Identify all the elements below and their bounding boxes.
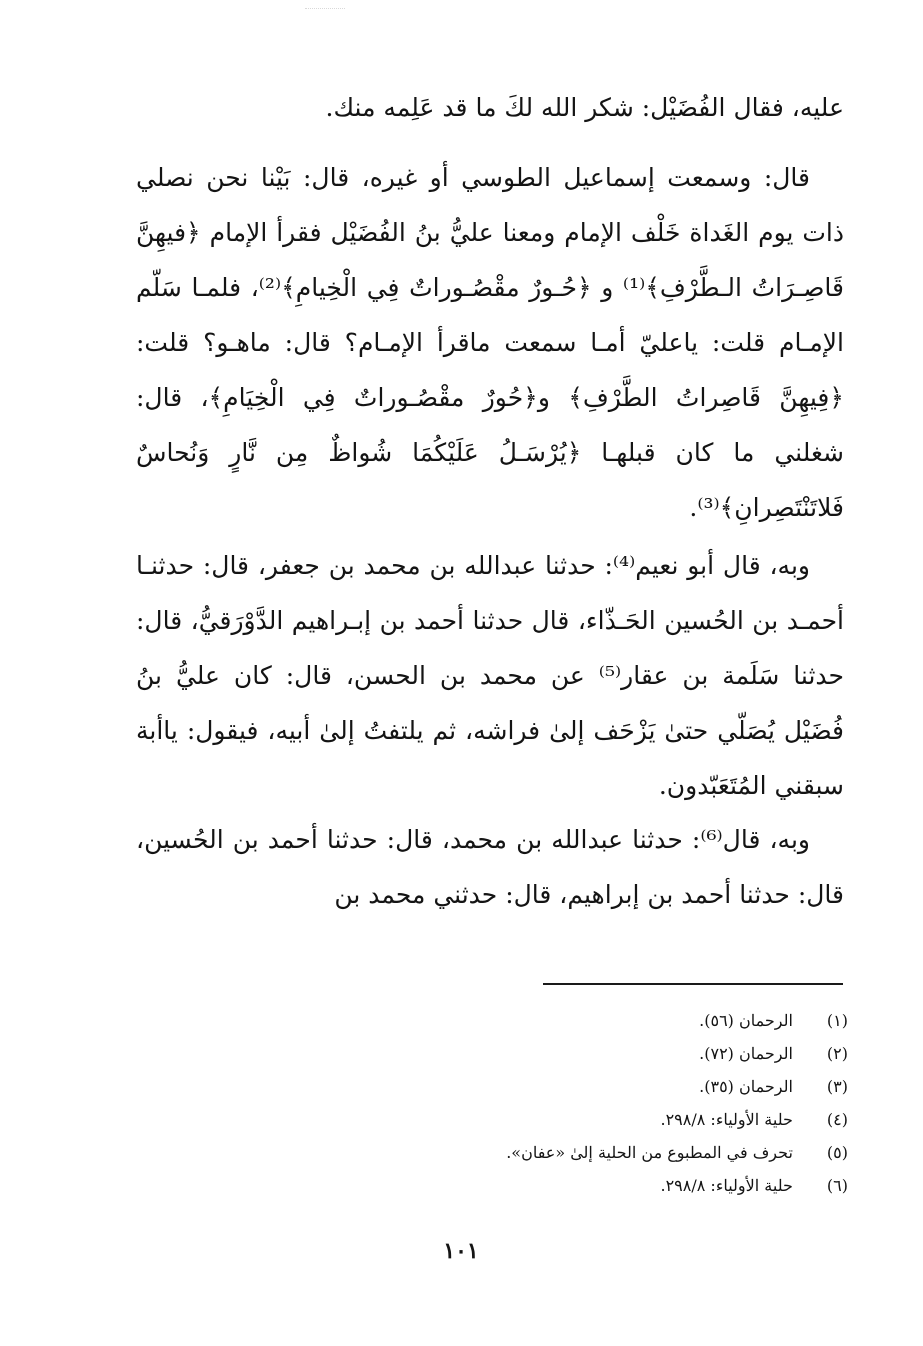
footnote-number: (٥)	[826, 1143, 848, 1162]
footnote-number: (٢)	[826, 1044, 848, 1063]
footnote-text: حلية الأولياء: ٢٩٨/٨.	[660, 1176, 793, 1195]
footnotes	[300, 1004, 848, 1202]
footnote-text: تحرف في المطبوع من الحلية إلىٰ «عفان».	[506, 1143, 793, 1162]
footnote-text: الرحمان (٣٥).	[699, 1077, 793, 1096]
footnote-item	[300, 1004, 848, 1037]
paragraph-2-text: قال: وسمعت إسماعيل الطوسي أو غيره، قال: بَيْنا نحن نصلي ذات يوم الغَداة خَلْف الإمام ومعنا عليُّ بنُ الفُضَيْل فقرأ الإمام ﴿فيهِنَّ قَاصِـرَاتُ الـطَّرْفِ﴾⁽¹⁾ و ﴿حُـورٌ مقْصُـوراتٌ فِي الْخِيامِ﴾⁽²⁾، فلمـا سَلّم الإمـام قلت: ياعليّ أمـا سمعت ماقرأ الإمـام؟ قال: ماهـو؟ قلت: ﴿فِيهِنَّ قَاصِراتُ الطَّرْفِ﴾ و﴿حُورٌ مقْصُـوراتٌ فِي الْخِيَامِ﴾، قال: شغلني ما كان قبلهـا ﴿يُرْسَـلُ عَلَيْكُمَا شُواظٌ مِن نَّارٍ وَنُحاسٌ فَلاتَنْتَصِرانِ﴾⁽³⁾.	[136, 163, 844, 522]
paragraph-3-text: وبه، قال أبو نعيم⁽⁴⁾: حدثنا عبدالله بن محمد بن جعفر، قال: حدثنـا أحمـد بن الحُسين الحَـذّاء، قال حدثنا أحمد بن إبـراهيم الدَّوْرَقيُّ، قال: حدثنا سَلَمة بن عقار⁽⁵⁾ عن محمد بن الحسن، قال: كان عليُّ بنُ فُضَيْل يُصَلّي حتىٰ يَزْحَف إلىٰ فراشه، ثم يلتفتُ إلىٰ أبيه، فيقول: ياأبة سبقني المُتَعَبّدون.	[136, 551, 844, 800]
footnote-number: (٣)	[826, 1077, 848, 1096]
scan-speck	[305, 8, 345, 19]
footnote-item	[300, 1103, 848, 1136]
footnote-item	[300, 1037, 848, 1070]
page-number: ١٠١	[443, 1238, 479, 1264]
paragraph-1-text: عليه، فقال الفُضَيْل: شكر الله لكَ ما قد عَلِمه منك.	[325, 93, 844, 122]
footnote-text: حلية الأولياء: ٢٩٨/٨.	[660, 1110, 793, 1129]
footnote-number: (١)	[826, 1011, 848, 1030]
paragraph-1	[136, 80, 844, 135]
footnote-item	[300, 1169, 848, 1202]
footnote-item	[300, 1070, 848, 1103]
footnote-number: (٤)	[826, 1110, 848, 1129]
paragraph-4-text: وبه، قال⁽⁶⁾: حدثنا عبدالله بن محمد، قال: حدثنا أحمد بن الحُسين، قال: حدثنا أحمد بن إبراهيم، قال: حدثني محمد بن	[136, 825, 844, 909]
footnote-text: الرحمان (٥٦).	[699, 1011, 793, 1030]
footnote-text: الرحمان (٧٢).	[699, 1044, 793, 1063]
footnote-divider	[543, 983, 843, 985]
paragraph-4	[136, 812, 844, 922]
footnote-item	[300, 1136, 848, 1169]
paragraph-3	[136, 538, 844, 813]
footnote-number: (٦)	[826, 1176, 848, 1195]
paragraph-2	[136, 150, 844, 535]
